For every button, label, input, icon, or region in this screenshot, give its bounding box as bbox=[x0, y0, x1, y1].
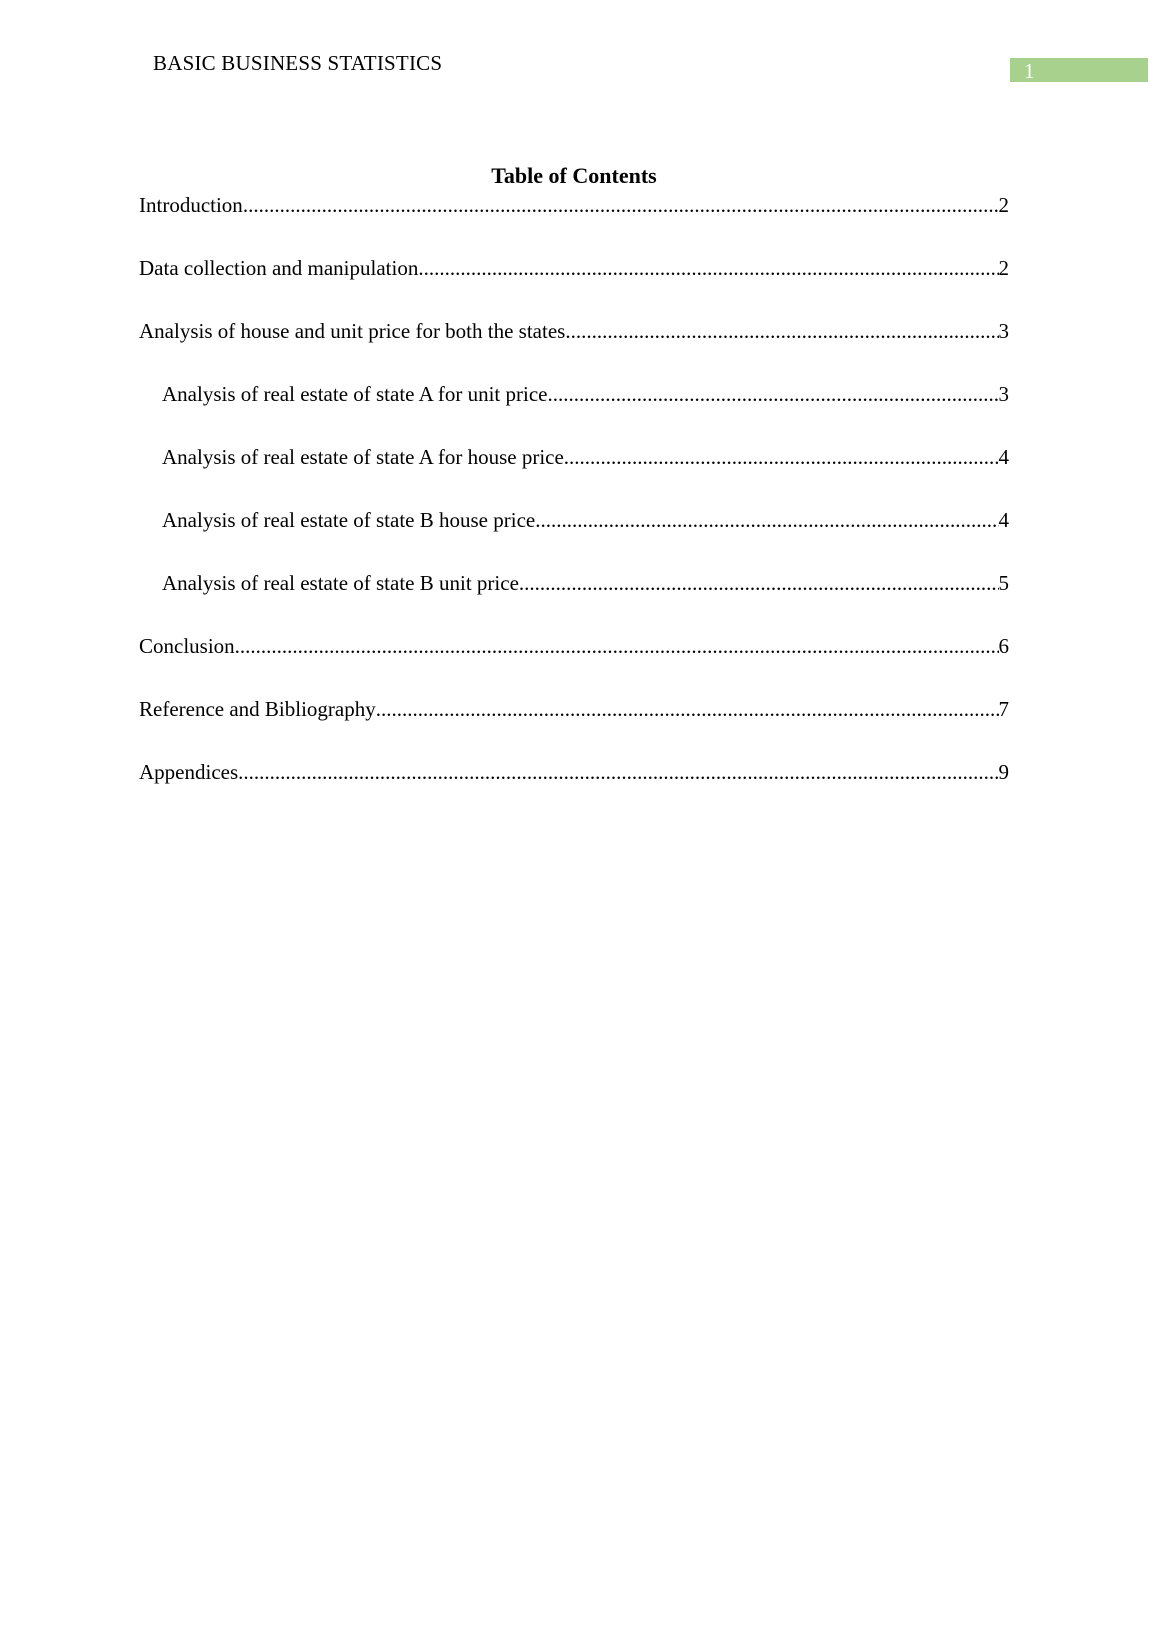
toc-entry-appendices[interactable] bbox=[139, 759, 1009, 822]
toc-heading: Table of Contents bbox=[491, 163, 657, 188]
toc-entry-state-b-unit[interactable] bbox=[139, 570, 1009, 633]
page-number: 1 bbox=[1024, 59, 1035, 83]
toc-entry-page: 2 bbox=[998, 193, 1009, 217]
toc-entry-page: 4 bbox=[998, 508, 1009, 532]
page-number-box bbox=[1010, 58, 1148, 82]
toc-entry-page: 4 bbox=[998, 445, 1009, 469]
toc-entry-analysis-both-states[interactable] bbox=[139, 318, 1009, 381]
toc-entry-text: Analysis of real estate of state A for unit price bbox=[162, 382, 548, 406]
toc-entry-introduction[interactable] bbox=[139, 192, 1009, 255]
toc-dot-leader bbox=[519, 570, 999, 596]
toc-entry-text: Analysis of real estate of state B house price bbox=[162, 508, 536, 532]
toc-entry-state-a-house[interactable] bbox=[139, 444, 1009, 507]
toc-entry-text: Analysis of real estate of state A for house price bbox=[162, 445, 564, 469]
toc-dot-leader bbox=[235, 633, 999, 659]
toc-entry-conclusion[interactable] bbox=[139, 633, 1009, 696]
toc-entry-text: Appendices bbox=[139, 760, 239, 784]
toc-entry-text: Analysis of house and unit price for both the states bbox=[139, 319, 566, 343]
toc-entry-state-a-unit[interactable] bbox=[139, 381, 1009, 444]
running-header-title: BASIC BUSINESS STATISTICS bbox=[153, 51, 443, 75]
toc-entry-text: Analysis of real estate of state B unit price bbox=[162, 571, 519, 595]
toc-entry-page: 6 bbox=[998, 634, 1009, 658]
toc-entry-text: Conclusion bbox=[139, 634, 235, 658]
table-of-contents bbox=[139, 192, 1009, 822]
toc-entry-references[interactable] bbox=[139, 696, 1009, 759]
toc-dot-leader bbox=[418, 255, 998, 281]
toc-entry-page: 2 bbox=[998, 256, 1009, 280]
toc-entry-text: Reference and Bibliography bbox=[139, 697, 376, 721]
toc-dot-leader bbox=[564, 444, 999, 470]
toc-entry-text: Data collection and manipulation bbox=[139, 256, 419, 280]
toc-dot-leader bbox=[238, 759, 998, 785]
toc-entry-page: 7 bbox=[998, 697, 1009, 721]
toc-dot-leader bbox=[243, 192, 999, 218]
toc-entry-page: 5 bbox=[998, 571, 1009, 595]
toc-dot-leader bbox=[565, 318, 998, 344]
toc-entry-page: 3 bbox=[998, 319, 1009, 343]
toc-entry-page: 3 bbox=[998, 382, 1009, 406]
toc-dot-leader bbox=[376, 696, 999, 722]
toc-entry-text: Introduction bbox=[139, 193, 243, 217]
toc-entry-state-b-house[interactable] bbox=[139, 507, 1009, 570]
toc-entry-data-collection[interactable] bbox=[139, 255, 1009, 318]
toc-dot-leader bbox=[535, 507, 998, 533]
toc-entry-page: 9 bbox=[998, 760, 1009, 784]
toc-dot-leader bbox=[547, 381, 998, 407]
